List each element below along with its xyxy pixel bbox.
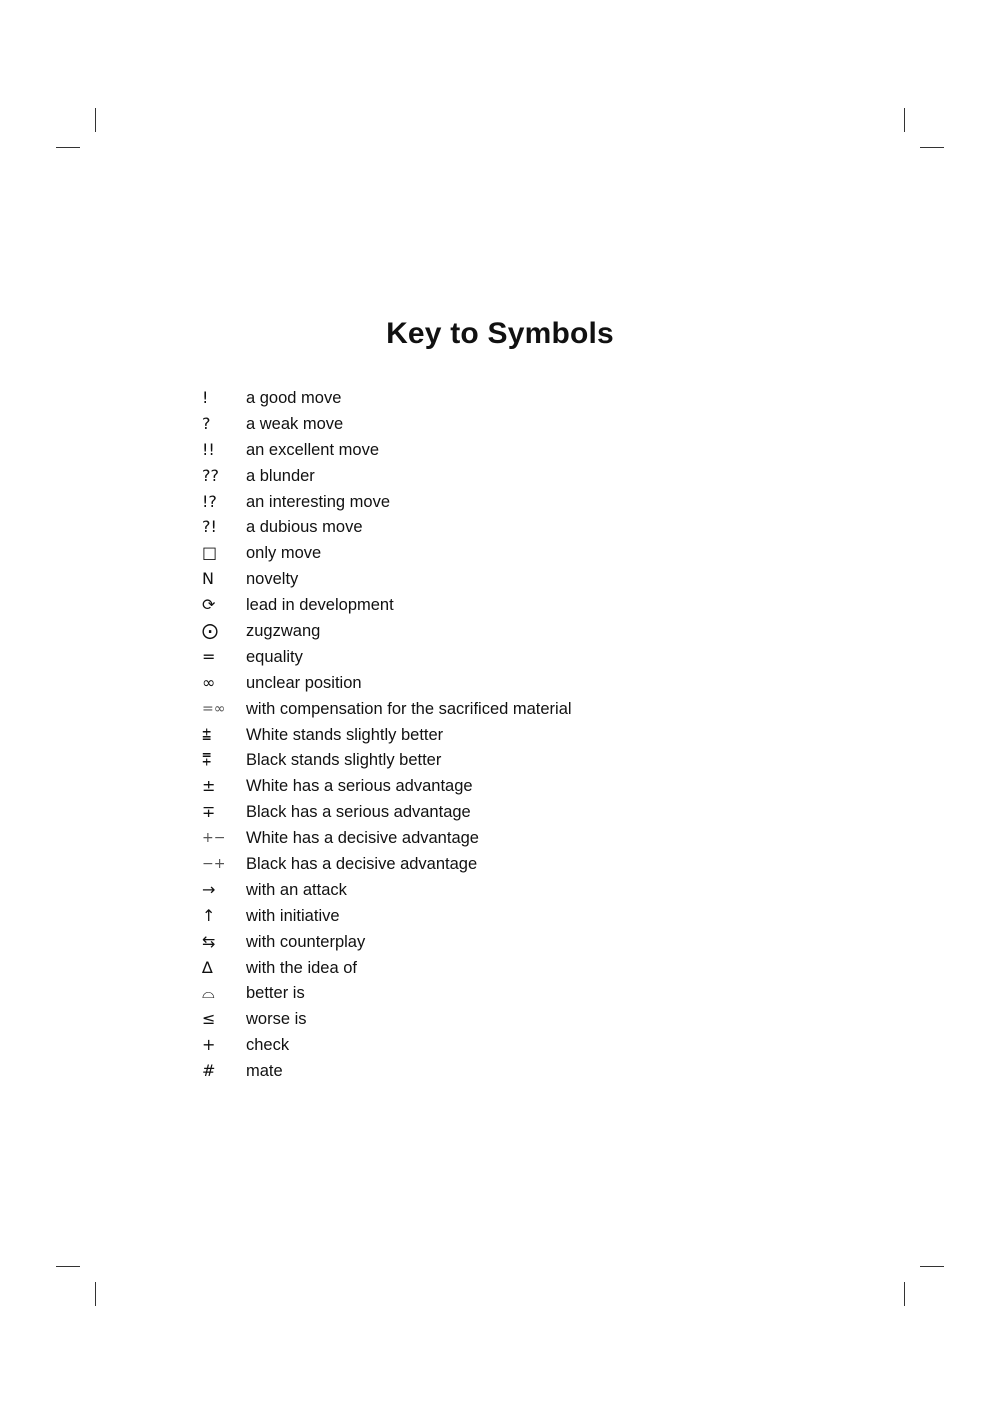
symbol-row — [202, 566, 802, 592]
symbol-glyph: N — [202, 569, 214, 589]
infinity-icon: ∞ — [202, 672, 216, 692]
symbol-row — [202, 489, 802, 515]
crop-mark-bottom-right-horizontal — [920, 1266, 944, 1267]
symbol-description: better is — [246, 984, 305, 1003]
crop-mark-top-right-vertical — [904, 108, 905, 132]
symbol-glyph: ? — [202, 413, 211, 433]
symbol-description: mate — [246, 1062, 283, 1081]
symbol-row — [202, 670, 802, 696]
symbol-glyph: + — [202, 1035, 216, 1055]
symbol-row — [202, 747, 802, 773]
triangle-icon: ∆ — [202, 957, 213, 977]
symbol-description: with an attack — [246, 880, 347, 899]
symbol-glyph: !! — [202, 439, 215, 459]
segment-icon: ⌓ — [202, 983, 215, 1003]
symbol-row — [202, 877, 802, 903]
symbol-description: Black stands slightly better — [246, 751, 442, 770]
symbol-glyph: # — [202, 1061, 216, 1081]
symbol-row — [202, 773, 802, 799]
symbol-description: equality — [246, 647, 303, 666]
symbol-description: zugzwang — [246, 621, 321, 640]
symbol-row — [202, 1006, 802, 1032]
symbol-description: an interesting move — [246, 492, 390, 511]
double-arrow-icon: ⇆ — [202, 931, 216, 951]
symbol-description: with compensation for the sacrificed material — [246, 699, 572, 718]
symbol-glyph: ≤ — [202, 1009, 216, 1029]
symbol-row — [202, 463, 802, 489]
symbol-row — [202, 980, 802, 1006]
symbol-glyph: ⩲ — [202, 724, 212, 744]
symbol-description: Black has a serious advantage — [246, 803, 471, 822]
symbol-glyph: !? — [202, 491, 217, 511]
symbol-glyph: +− — [202, 830, 226, 847]
symbol-description: with the idea of — [246, 958, 357, 977]
symbol-row — [202, 696, 802, 722]
symbol-glyph: −+ — [202, 855, 226, 872]
arrow-up-icon: ↑ — [202, 905, 216, 925]
symbol-row — [202, 955, 802, 981]
symbol-row — [202, 437, 802, 463]
symbol-glyph: ?! — [202, 517, 217, 537]
compensation-icon: =∞ — [202, 700, 226, 717]
crop-mark-top-right-horizontal — [920, 147, 944, 148]
symbol-description: with counterplay — [246, 932, 366, 951]
symbol-description: a weak move — [246, 414, 344, 433]
square-icon: □ — [202, 543, 218, 563]
symbol-description: with initiative — [246, 906, 340, 925]
symbol-row — [202, 514, 802, 540]
crop-mark-bottom-left-vertical — [95, 1282, 96, 1306]
symbol-row — [202, 618, 802, 644]
symbol-row — [202, 644, 802, 670]
crop-mark-top-left-vertical — [95, 108, 96, 132]
symbol-key-list — [202, 385, 802, 1084]
symbol-glyph: ! — [202, 387, 209, 407]
symbol-row — [202, 1058, 802, 1084]
symbol-description: novelty — [246, 570, 299, 589]
crop-mark-bottom-right-vertical — [904, 1282, 905, 1306]
symbol-glyph: ∓ — [202, 802, 216, 822]
symbol-description: unclear position — [246, 673, 362, 692]
symbol-row — [202, 592, 802, 618]
symbol-row — [202, 1032, 802, 1058]
symbol-row — [202, 385, 802, 411]
symbol-row — [202, 903, 802, 929]
crop-mark-bottom-left-horizontal — [56, 1266, 80, 1267]
symbol-description: only move — [246, 544, 322, 563]
circled-dot-icon: ⨀ — [202, 620, 218, 640]
symbol-description: worse is — [246, 1010, 307, 1029]
symbol-row — [202, 851, 802, 877]
symbol-description: White has a decisive advantage — [246, 829, 479, 848]
symbol-description: check — [246, 1036, 290, 1055]
symbol-glyph: ± — [202, 776, 216, 796]
symbol-description: Black has a decisive advantage — [246, 854, 478, 873]
symbol-row — [202, 929, 802, 955]
symbol-glyph: ?? — [202, 465, 219, 485]
symbol-row — [202, 799, 802, 825]
circular-arrow-icon: ⟳ — [202, 595, 216, 615]
symbol-row — [202, 722, 802, 748]
symbol-description: White has a serious advantage — [246, 777, 473, 796]
symbol-description: a dubious move — [246, 518, 363, 537]
symbol-description: lead in development — [246, 596, 394, 615]
symbol-description: a good move — [246, 388, 342, 407]
symbol-description: an excellent move — [246, 440, 379, 459]
symbol-row — [202, 411, 802, 437]
page-title: Key to Symbols — [386, 317, 614, 351]
symbol-row — [202, 540, 802, 566]
symbol-description: a blunder — [246, 466, 315, 485]
symbol-glyph: = — [202, 646, 216, 666]
symbol-glyph: ⩱ — [202, 750, 212, 770]
symbol-row — [202, 825, 802, 851]
arrow-right-icon: → — [202, 879, 216, 899]
symbol-description: White stands slightly better — [246, 725, 444, 744]
crop-mark-top-left-horizontal — [56, 147, 80, 148]
